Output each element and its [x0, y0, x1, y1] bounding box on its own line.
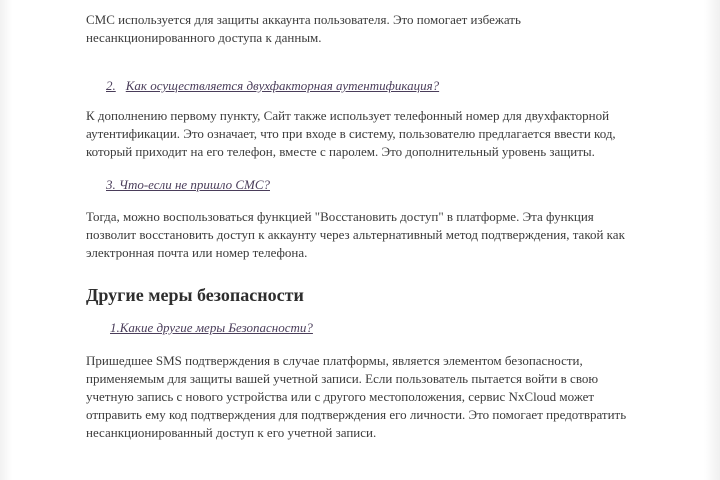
intro-paragraph: СМС используется для защиты аккаунта пользователя. Это помогает избежать несанкционированного доступа к данным.: [86, 12, 521, 45]
answer-paragraph-3: Тогда, можно воспользоваться функцией "Восстановить доступ" в платформе. Эта функция позволит восстановить доступ к аккаунту через альтернативный метод подтверждения, такой как электронная почта или номер телефона.: [86, 209, 625, 260]
question-number: 2.: [106, 78, 116, 93]
document-content: [86, 0, 646, 442]
question-heading-3: 3. Что-если не пришло СМС?: [106, 177, 270, 192]
question-heading-4: 1.Какие другие меры Безопасности?: [110, 320, 313, 335]
question-heading-2: [106, 77, 646, 95]
answer-paragraph-2: К дополнению первому пункту, Сайт также использует телефонный номер для двухфакторной аутентификации. Это означает, что при входе в систему, пользователю предлагается ввести код, который приходит на его телефон, вместе с паролем. Это дополнительный уровень защиты.: [86, 108, 616, 159]
question-text: Как осуществляется двухфакторная аутентификация?: [125, 78, 440, 93]
section-heading: Другие меры безопасности: [86, 285, 304, 305]
answer-paragraph-4: Пришедшее SMS подтверждения в случае платформы, является элементом безопасности, применяемым для защиты вашей учетной записи. Если пользователь пытается войти в свою учетную запись с нового устройства или с другого местоположения, сервис NxCloud может отправить ему код подтверждения для подтверждения его личности. Это помогает предотвратить несанкционированный доступ к его учетной записи.: [86, 353, 627, 440]
